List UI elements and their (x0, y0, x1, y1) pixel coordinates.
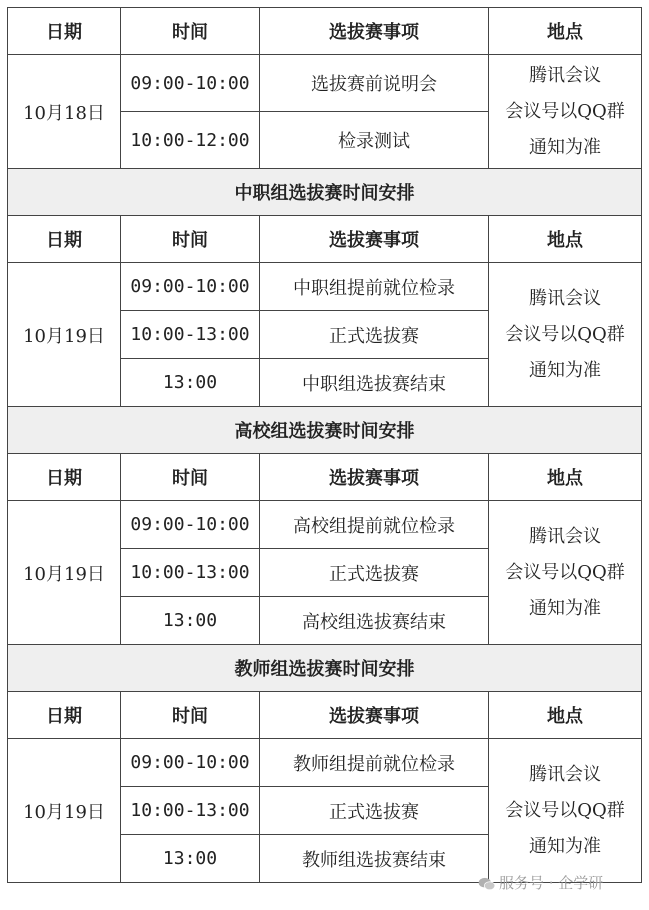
header-row (8, 8, 642, 55)
location-line: 通知为准 (529, 835, 601, 857)
event-cell: 高校组选拔赛结束 (260, 597, 489, 645)
location-line: 腾讯会议 (529, 287, 601, 309)
event-cell: 教师组提前就位检录 (260, 739, 489, 787)
time-cell: 09:00-10:00 (121, 739, 260, 787)
header-date: 日期 (8, 454, 121, 501)
header-time: 时间 (121, 454, 260, 501)
header-date: 日期 (8, 692, 121, 739)
header-time: 时间 (121, 216, 260, 263)
section-title-row (8, 169, 642, 216)
section-title: 中职组选拔赛时间安排 (8, 169, 642, 216)
watermark-text: 服务号 · 企学研 (499, 874, 604, 892)
header-event: 选拔赛事项 (260, 8, 489, 55)
event-cell: 教师组选拔赛结束 (260, 835, 489, 883)
time-cell: 13:00 (121, 835, 260, 883)
header-location: 地点 (489, 454, 642, 501)
location-line: 通知为准 (529, 136, 601, 158)
section-title-row (8, 645, 642, 692)
date-cell: 10月19日 (8, 501, 121, 645)
watermark (478, 872, 603, 893)
section-title-row (8, 407, 642, 454)
event-cell: 选拔赛前说明会 (260, 55, 489, 112)
location-line: 会议号以QQ群 (505, 561, 625, 583)
header-event: 选拔赛事项 (260, 454, 489, 501)
header-row (8, 454, 642, 501)
schedule-table (7, 7, 642, 883)
header-location: 地点 (489, 8, 642, 55)
location-cell (489, 739, 642, 883)
location-line: 会议号以QQ群 (505, 100, 625, 122)
event-cell: 正式选拔赛 (260, 787, 489, 835)
header-location: 地点 (489, 216, 642, 263)
location-line: 通知为准 (529, 597, 601, 619)
time-cell: 13:00 (121, 359, 260, 407)
table-row (8, 501, 642, 549)
time-cell: 10:00-13:00 (121, 549, 260, 597)
location-line: 会议号以QQ群 (505, 323, 625, 345)
table-row (8, 263, 642, 311)
header-time: 时间 (121, 692, 260, 739)
location-line: 腾讯会议 (529, 525, 601, 547)
event-cell: 中职组提前就位检录 (260, 263, 489, 311)
location-cell (489, 263, 642, 407)
date-cell: 10月18日 (8, 55, 121, 169)
date-cell: 10月19日 (8, 739, 121, 883)
header-row (8, 692, 642, 739)
header-location: 地点 (489, 692, 642, 739)
header-date: 日期 (8, 8, 121, 55)
event-cell: 高校组提前就位检录 (260, 501, 489, 549)
time-cell: 10:00-12:00 (121, 112, 260, 169)
header-event: 选拔赛事项 (260, 216, 489, 263)
event-cell: 正式选拔赛 (260, 549, 489, 597)
table-row (8, 55, 642, 112)
event-cell: 检录测试 (260, 112, 489, 169)
table-row (8, 739, 642, 787)
section-title: 教师组选拔赛时间安排 (8, 645, 642, 692)
time-cell: 09:00-10:00 (121, 263, 260, 311)
time-cell: 13:00 (121, 597, 260, 645)
header-event: 选拔赛事项 (260, 692, 489, 739)
time-cell: 09:00-10:00 (121, 55, 260, 112)
location-cell (489, 501, 642, 645)
date-cell: 10月19日 (8, 263, 121, 407)
location-line: 腾讯会议 (529, 763, 601, 785)
header-row (8, 216, 642, 263)
header-time: 时间 (121, 8, 260, 55)
location-line: 通知为准 (529, 359, 601, 381)
time-cell: 10:00-13:00 (121, 787, 260, 835)
location-line: 腾讯会议 (529, 64, 601, 86)
location-line: 会议号以QQ群 (505, 799, 625, 821)
event-cell: 正式选拔赛 (260, 311, 489, 359)
time-cell: 09:00-10:00 (121, 501, 260, 549)
event-cell: 中职组选拔赛结束 (260, 359, 489, 407)
time-cell: 10:00-13:00 (121, 311, 260, 359)
section-title: 高校组选拔赛时间安排 (8, 407, 642, 454)
header-date: 日期 (8, 216, 121, 263)
location-cell (489, 55, 642, 169)
wechat-icon (478, 877, 496, 891)
